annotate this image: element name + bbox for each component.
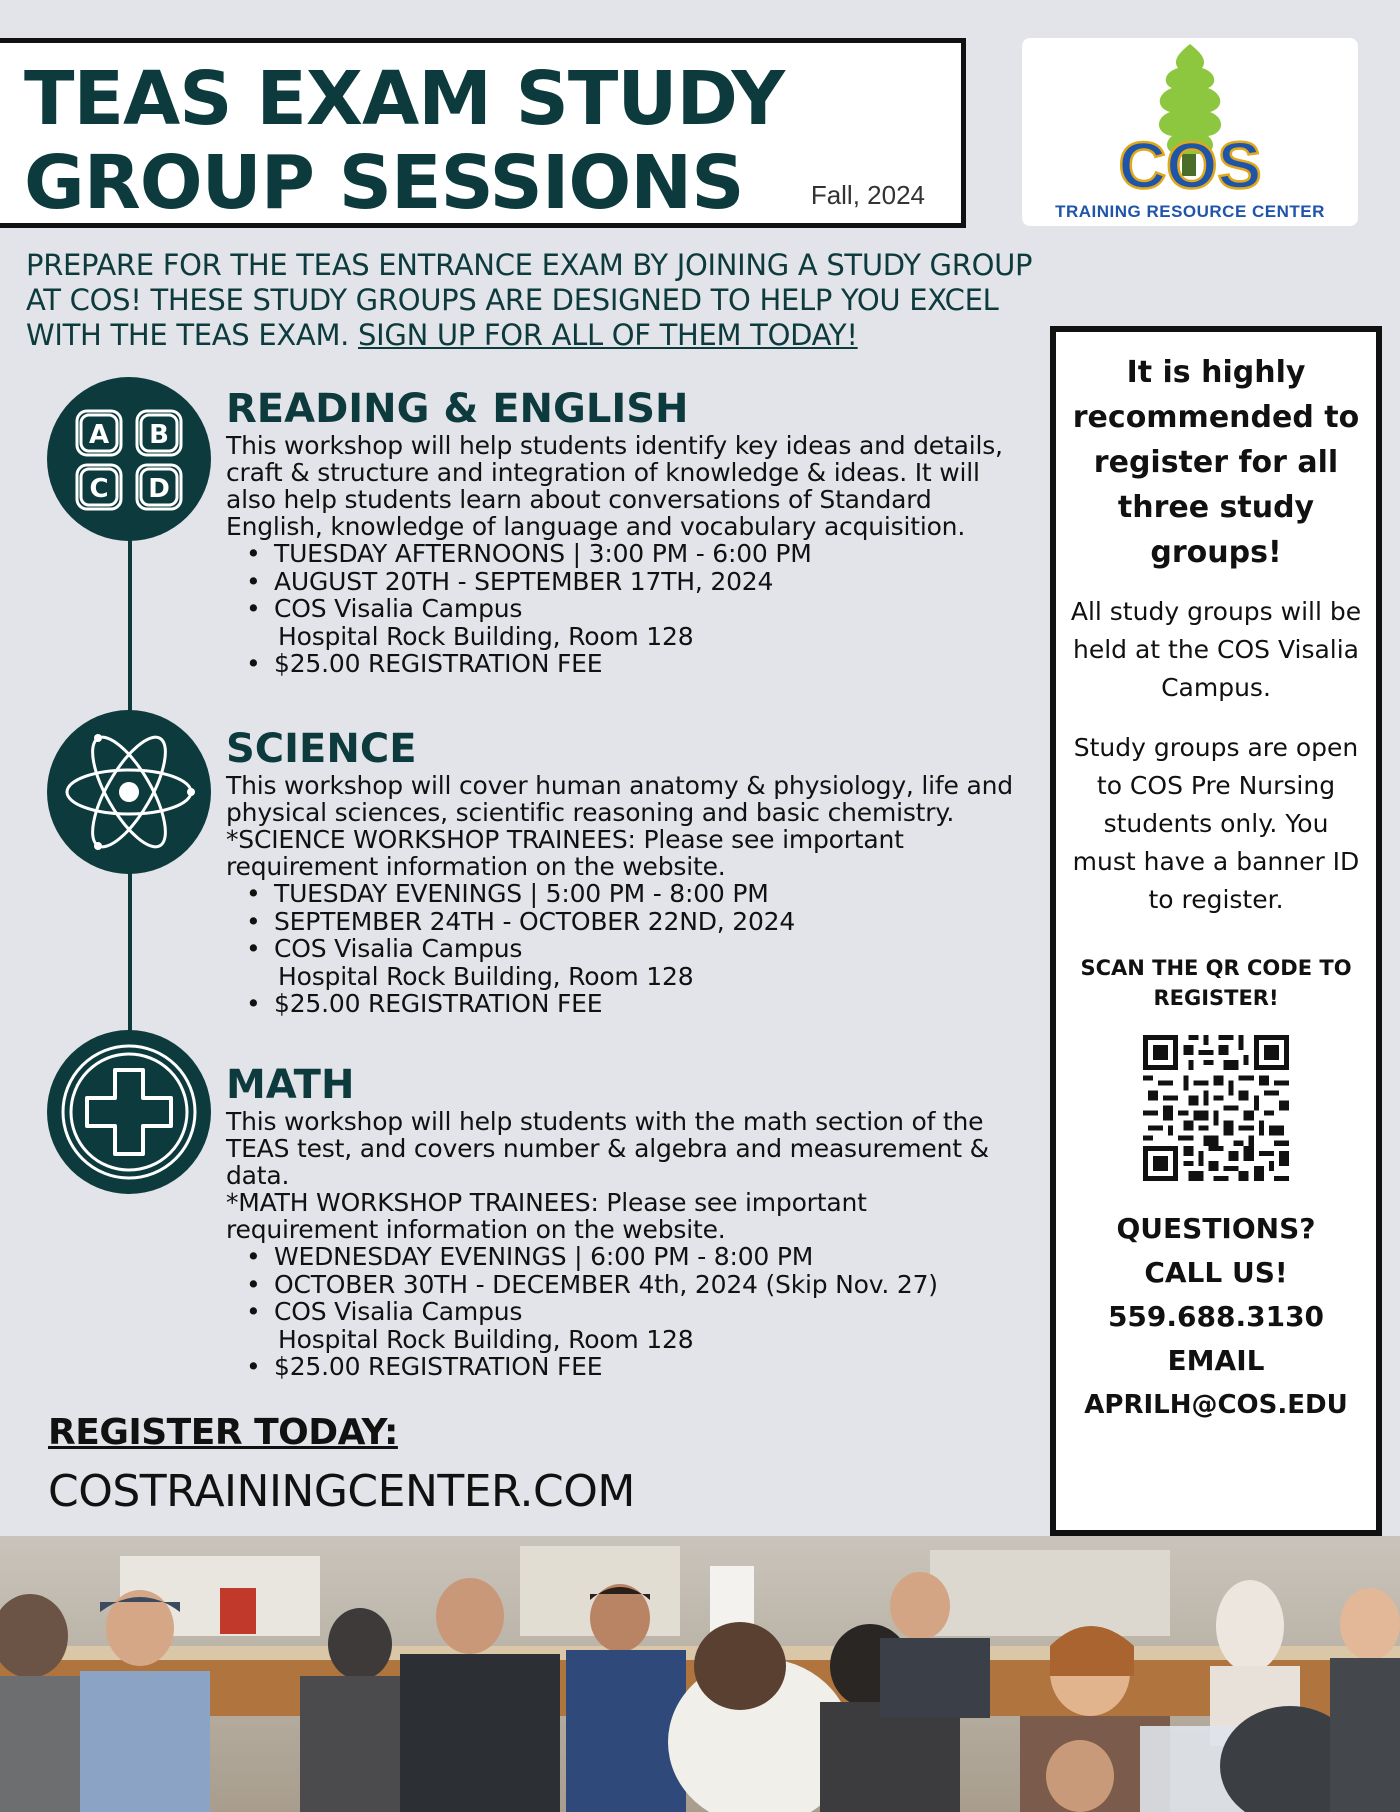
- dates-item: • AUGUST 20TH - SEPTEMBER 17TH, 2024: [246, 568, 1026, 596]
- abcd-icon: [47, 377, 211, 541]
- section-title: READING & ENGLISH: [226, 386, 689, 432]
- term-label: Fall, 2024: [810, 180, 925, 210]
- phone-link[interactable]: 559.688.3130: [1107, 1300, 1325, 1333]
- intro-cta: SIGN UP FOR ALL OF THEM TODAY!: [358, 318, 858, 352]
- section-description: This workshop will help students identify key ideas and details, craft & structure and integration of knowledge & ideas. It will also help students learn about conversations of Standard English, knowledge of language and vocabulary acquisition.: [226, 431, 1003, 541]
- questions-label: QUESTIONS?: [1116, 1212, 1316, 1245]
- email-label: EMAIL: [1167, 1344, 1265, 1377]
- register-label: REGISTER TODAY:: [48, 1412, 398, 1453]
- section-title: SCIENCE: [226, 726, 417, 772]
- title-box: [0, 38, 966, 228]
- cos-logo: [1022, 38, 1358, 226]
- dates-item: • SEPTEMBER 24TH - OCTOBER 22ND, 2024: [246, 908, 1026, 936]
- section-description: This workshop will help students with the math section of the TEAS test, and covers number & algebra and measurement & data.: [226, 1107, 989, 1190]
- svg-text:D: D: [148, 474, 170, 504]
- page-title: TEAS EXAM STUDY GROUP SESSIONS: [24, 56, 785, 226]
- fee-item: • $25.00 REGISTRATION FEE: [246, 650, 1026, 678]
- section-reading-english: [226, 386, 1026, 678]
- atom-icon: [47, 710, 211, 874]
- svg-text:A: A: [88, 420, 110, 450]
- info-sidebar: [1050, 326, 1382, 1536]
- schedule-item: • TUESDAY AFTERNOONS | 3:00 PM - 6:00 PM: [246, 540, 1026, 568]
- logo-mark: COS: [1118, 128, 1262, 202]
- sidebar-eligibility: Study groups are open to COS Pre Nursing students only. You must have a banner ID to register.: [1072, 733, 1360, 914]
- register-url-link[interactable]: COSTRAININGCENTER.COM: [48, 1466, 635, 1517]
- dates-item: • OCTOBER 30TH - DECEMBER 4th, 2024 (Skip Nov. 27): [246, 1271, 1026, 1299]
- fee-item: • $25.00 REGISTRATION FEE: [246, 990, 1026, 1018]
- logo-caption: TRAINING RESOURCE CENTER: [1055, 202, 1325, 221]
- tree-icon: [1022, 38, 1358, 226]
- section-note: *SCIENCE WORKSHOP TRAINEES: Please see important requirement information on the website.: [226, 825, 904, 881]
- schedule-item: • WEDNESDAY EVENINGS | 6:00 PM - 8:00 PM: [246, 1243, 1026, 1271]
- section-note: *MATH WORKSHOP TRAINEES: Please see important requirement information on the website.: [226, 1188, 867, 1244]
- fee-item: • $25.00 REGISTRATION FEE: [246, 1353, 1026, 1381]
- section-description: This workshop will cover human anatomy & physiology, life and physical sciences, scientific reasoning and basic chemistry.: [226, 771, 1013, 827]
- plus-icon: [47, 1030, 211, 1194]
- schedule-item: • TUESDAY EVENINGS | 5:00 PM - 8:00 PM: [246, 880, 1026, 908]
- qr-code-icon[interactable]: [1143, 1035, 1289, 1181]
- sidebar-location-note: All study groups will be held at the COS Visalia Campus.: [1070, 597, 1362, 702]
- intro-text: PREPARE FOR THE TEAS ENTRANCE EXAM BY JOINING A STUDY GROUP AT COS! THESE STUDY GROUPS ARE DESIGNED TO HELP YOU EXCEL WITH THE TEAS EXAM. SIGN UP FOR ALL OF THEM TODAY!: [26, 248, 1033, 352]
- location-item: • COS Visalia Campus Hospital Rock Building, Room 128: [246, 935, 1026, 990]
- scan-cta: SCAN THE QR CODE TO REGISTER!: [1080, 956, 1352, 1010]
- email-link[interactable]: APRILH@COS.EDU: [1084, 1390, 1348, 1420]
- section-details: [246, 1243, 1026, 1381]
- section-science: [226, 726, 1026, 1018]
- section-title: MATH: [226, 1062, 355, 1108]
- svg-text:C: C: [89, 474, 109, 504]
- section-details: [246, 880, 1026, 1018]
- location-item: • COS Visalia Campus Hospital Rock Building, Room 128: [246, 1298, 1026, 1353]
- section-math: [226, 1062, 1026, 1381]
- classroom-photo: [0, 1536, 1400, 1812]
- call-label: CALL US!: [1144, 1256, 1288, 1289]
- sidebar-highlight: It is highly recommended to register for all three study groups!: [1072, 355, 1360, 570]
- location-item: • COS Visalia Campus Hospital Rock Building, Room 128: [246, 595, 1026, 650]
- svg-text:B: B: [149, 420, 169, 450]
- section-details: [246, 540, 1026, 678]
